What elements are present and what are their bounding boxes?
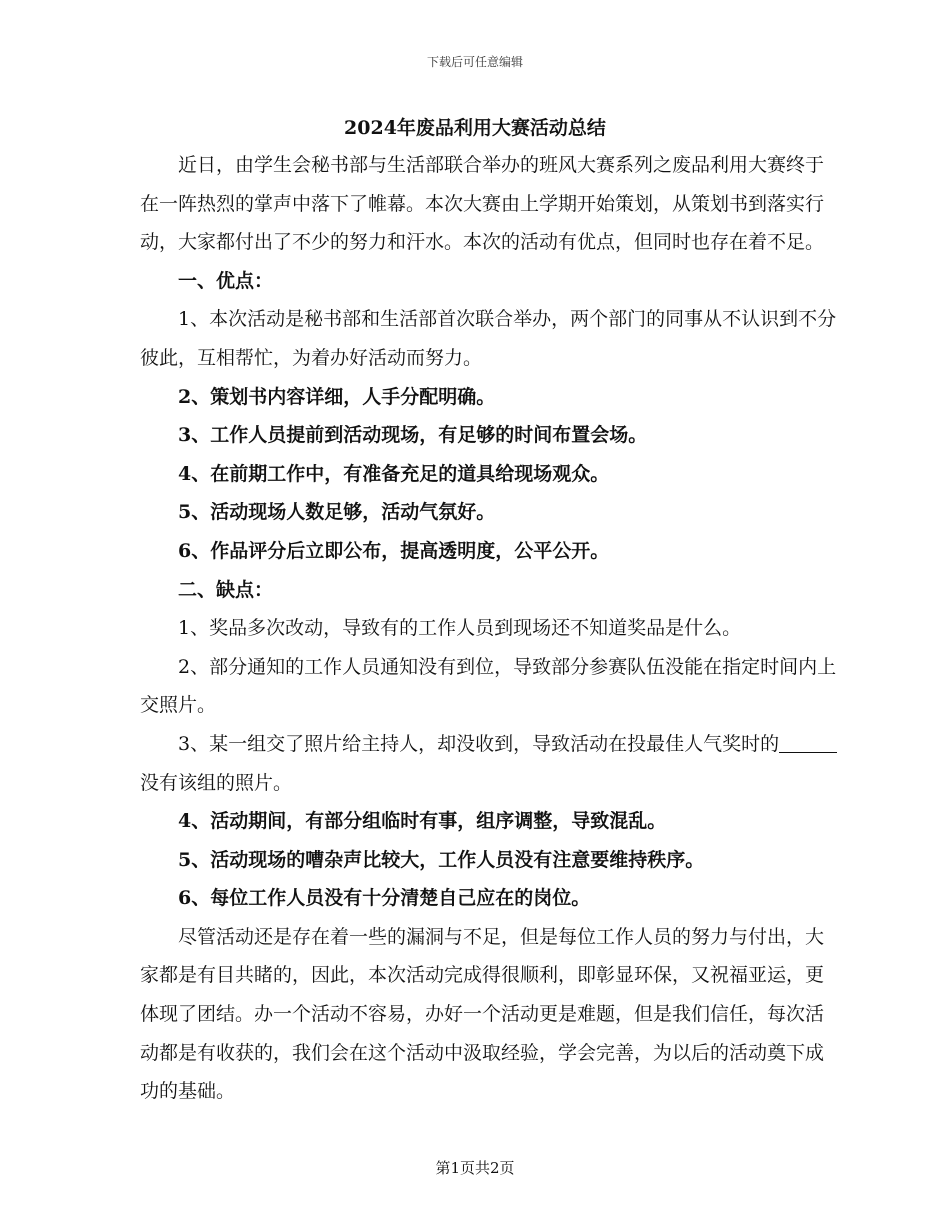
- advantage-item-5: 5、活动现场人数足够，活动气氛好。: [178, 501, 496, 524]
- disadvantage-item-3-part-b: 没有该组的照片。: [140, 771, 293, 794]
- disadvantage-item-4: 4、活动期间，有部分组临时有事，组序调整，导致混乱。: [178, 810, 667, 833]
- page-header-note: 下载后可任意编辑: [426, 55, 523, 69]
- disadvantage-item-1: 1、奖品多次改动，导致有的工作人员到现场还不知道奖品是什么。: [178, 617, 742, 640]
- disadvantage-item-3-part-a: 3、某一组交了照片给主持人，却没收到，导致活动在投最佳人气奖时的: [178, 732, 780, 755]
- intro-paragraph: 近日，由学生会秘书部与生活部联合举办的班风大赛系列之废品利用大赛终于在一阵热烈的掌声中落下了帷幕。本次大赛由上学期开始策划，从策划书到落实行动，大家都付出了不少的努力和汗水。本次的活动有优点，但同时也存在着不足。: [140, 154, 825, 254]
- disadvantage-item-5: 5、活动现场的嘈杂声比较大，工作人员没有注意要维持秩序。: [178, 848, 705, 871]
- document-title: 2024年废品利用大赛活动总结: [344, 117, 606, 139]
- fill-in-blank: [779, 733, 837, 753]
- document-body: [140, 146, 840, 1111]
- section-heading-advantages: 一、优点：: [178, 269, 274, 292]
- advantage-item-6: 6、作品评分后立即公布，提高透明度，公平公开。: [178, 539, 610, 562]
- advantage-item-3: 3、工作人员提前到活动现场，有足够的时间布置会场。: [178, 424, 648, 447]
- disadvantage-item-6: 6、每位工作人员没有十分清楚自己应在的岗位。: [178, 887, 591, 910]
- section-heading-disadvantages: 二、缺点：: [178, 578, 274, 601]
- advantage-item-2: 2、策划书内容详细，人手分配明确。: [178, 385, 496, 408]
- page-footer-number: 第1页共2页: [435, 1159, 515, 1177]
- disadvantage-item-2: 2、部分通知的工作人员通知没有到位，导致部分参赛队伍没能在指定时间内上交照片。: [140, 655, 837, 717]
- conclusion-paragraph: 尽管活动还是存在着一些的漏洞与不足，但是每位工作人员的努力与付出，大家都是有目共睹的，因此，本次活动完成得很顺利，即彰显环保，又祝福亚运，更体现了团结。办一个活动不容易，办好一个活动更是难题，但是我们信任，每次活动都是有收获的，我们会在这个活动中汲取经验，学会完善，为以后的活动奠下成功的基础。: [140, 925, 825, 1103]
- advantage-item-1: 1、本次活动是秘书部和生活部首次联合举办，两个部门的同事从不认识到不分彼此，互相帮忙，为着办好活动而努力。: [140, 308, 837, 369]
- advantage-item-4: 4、在前期工作中，有准备充足的道具给现场观众。: [178, 462, 610, 485]
- disadvantage-item-3: [140, 725, 840, 802]
